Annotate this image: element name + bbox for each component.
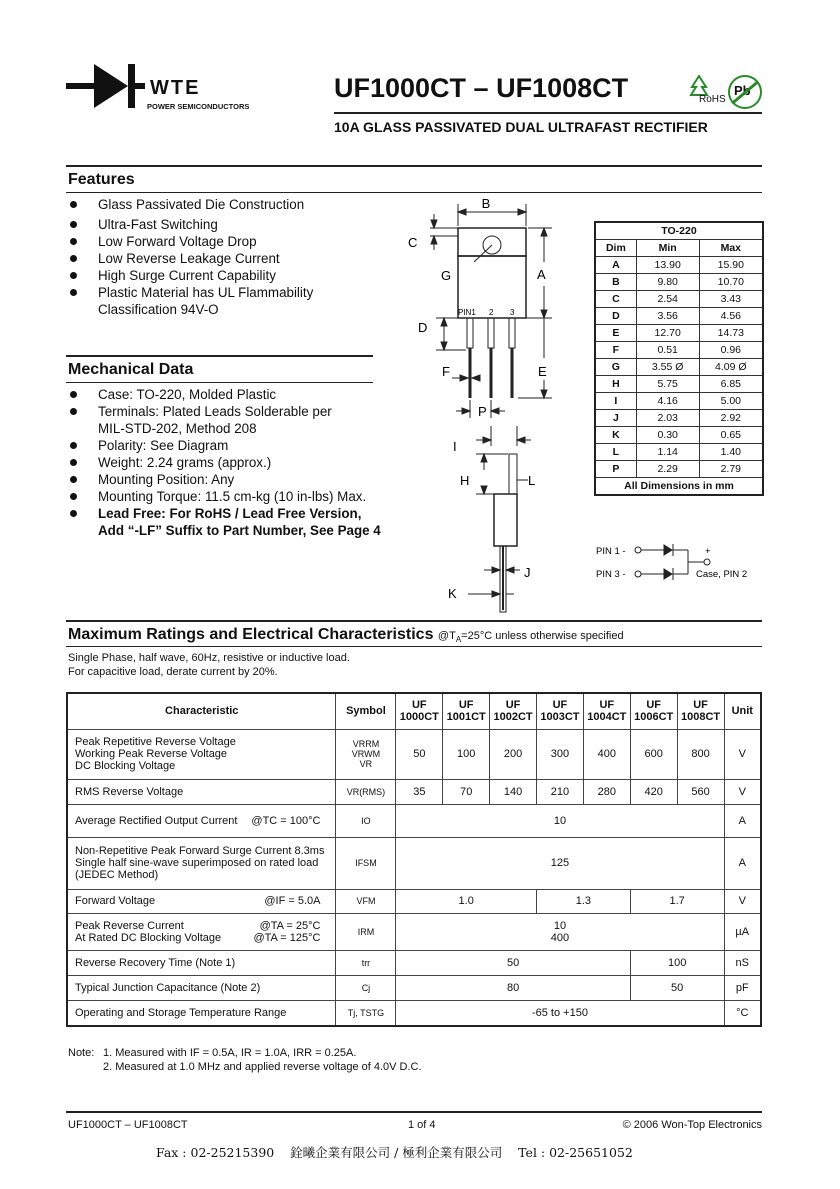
dim-cell: C	[595, 291, 636, 308]
mechanical-item: Lead Free: For RoHS / Lead Free Version,	[68, 505, 381, 522]
part-number: 1003CT	[540, 711, 580, 724]
dim-cell: 12.70	[636, 325, 699, 342]
col-part	[537, 693, 584, 729]
condition-prefix: @T	[437, 630, 456, 642]
part-number: 1004CT	[587, 711, 627, 724]
dimension-header: Dim	[595, 240, 636, 257]
value-cell: 125	[396, 837, 724, 889]
part-prefix: UF	[693, 699, 708, 712]
unit-cell: A	[724, 804, 761, 837]
ratings-condition	[437, 630, 624, 645]
value-cell: 50	[396, 950, 630, 975]
part-title: UF1000CT – UF1008CT	[334, 73, 629, 103]
dim-cell: A	[595, 257, 636, 274]
pin3-label: PIN 3 -	[596, 569, 626, 580]
pin-label-2: 2	[489, 308, 494, 317]
dim-cell: 14.73	[699, 325, 763, 342]
features-title: Features	[68, 171, 135, 188]
dim-cell: E	[595, 325, 636, 342]
table-row	[67, 975, 761, 1000]
dimension-header: Max	[699, 240, 763, 257]
dim-cell: 2.29	[636, 461, 699, 478]
symbol-cell: Tj, TSTG	[336, 1000, 396, 1026]
value-cell: 80	[396, 975, 630, 1000]
table-row	[67, 837, 761, 889]
feature-item: Low Forward Voltage Drop	[68, 233, 313, 250]
dim-cell: 10.70	[699, 274, 763, 291]
mechanical-rule-top	[66, 355, 373, 357]
col-symbol: Symbol	[336, 693, 396, 729]
dim-cell: 6.85	[699, 376, 763, 393]
symbol-cell: VR(RMS)	[336, 779, 396, 804]
dim-cell: P	[595, 461, 636, 478]
dimension-row	[595, 393, 763, 410]
symbol-cell: VFM	[336, 889, 396, 913]
value-cell: 200	[490, 729, 537, 779]
feature-item: Low Reverse Leakage Current	[68, 250, 313, 267]
symbol-cell: trr	[336, 950, 396, 975]
pb-label: Pb	[734, 83, 751, 98]
unit-cell: pF	[724, 975, 761, 1000]
dim-cell: 3.56	[636, 308, 699, 325]
value-cell: 1.3	[537, 889, 631, 913]
rohs-label: RoHS	[699, 94, 726, 105]
characteristic-cell: Reverse Recovery Time (Note 1)	[67, 950, 336, 975]
value-cell: 600	[630, 729, 677, 779]
ratings-title-row	[68, 626, 624, 644]
value-cell: 50	[396, 729, 443, 779]
symbol-cell: IRM	[336, 913, 396, 950]
dimension-row	[595, 410, 763, 427]
unit-cell: °C	[724, 1000, 761, 1026]
dim-cell: 1.40	[699, 444, 763, 461]
unit-cell: A	[724, 837, 761, 889]
dim-label-j: J	[524, 565, 531, 580]
dim-cell: 5.75	[636, 376, 699, 393]
dim-cell: G	[595, 359, 636, 376]
value-cell: 35	[396, 779, 443, 804]
symbol-cell: Cj	[336, 975, 396, 1000]
value-cell: 560	[677, 779, 724, 804]
value-cell: 10 400	[396, 913, 724, 950]
mechanical-item: Mounting Torque: 11.5 cm-kg (10 in-lbs) Max.	[68, 488, 381, 505]
symbol-cell: IO	[336, 804, 396, 837]
dimension-caption: TO-220	[595, 222, 763, 240]
dim-cell: K	[595, 427, 636, 444]
part-number: 1001CT	[446, 711, 486, 724]
dim-label-i: I	[453, 439, 457, 454]
dimension-row	[595, 359, 763, 376]
dim-cell: 4.56	[699, 308, 763, 325]
dim-label-h: H	[460, 473, 470, 488]
feature-item: Ultra-Fast Switching	[68, 216, 313, 233]
ratings-note-2: For capacitive load, derate current by 20%.	[68, 666, 278, 678]
dim-cell: D	[595, 308, 636, 325]
dimension-row	[595, 376, 763, 393]
col-part	[677, 693, 724, 729]
footer-page: 1 of 4	[408, 1119, 436, 1131]
table-row	[67, 913, 761, 950]
dimension-row	[595, 274, 763, 291]
table-row	[67, 950, 761, 975]
value-cell: 300	[537, 729, 584, 779]
rohs-icon	[688, 75, 728, 109]
case-label: Case, PIN 2	[696, 569, 748, 580]
dim-label-c: C	[408, 235, 418, 250]
value-cell: 420	[630, 779, 677, 804]
dim-cell: 0.30	[636, 427, 699, 444]
dim-label-d: D	[418, 320, 428, 335]
unit-cell: V	[724, 779, 761, 804]
table-row	[67, 729, 761, 779]
dimension-footer: All Dimensions in mm	[595, 478, 763, 496]
value-cell: 100	[443, 729, 490, 779]
unit-cell: nS	[724, 950, 761, 975]
dim-label-b: B	[481, 196, 491, 211]
col-characteristic: Characteristic	[67, 693, 336, 729]
mechanical-item: Terminals: Plated Leads Solderable per	[68, 403, 381, 420]
dim-cell: 2.03	[636, 410, 699, 427]
characteristic-cell: Non-Repetitive Peak Forward Surge Current 8.3ms Single half sine-wave superimposed on rated load (JEDEC Method)	[67, 837, 336, 889]
ratings-rule	[66, 646, 762, 647]
value-cell: 280	[583, 779, 630, 804]
value-cell: 800	[677, 729, 724, 779]
symbol-cell: VRRM VRWM VR	[336, 729, 396, 779]
mechanical-item: Mounting Position: Any	[68, 471, 381, 488]
features-list	[68, 196, 313, 318]
part-prefix: UF	[505, 699, 521, 712]
dim-cell: 9.80	[636, 274, 699, 291]
dim-cell: B	[595, 274, 636, 291]
part-prefix: UF	[458, 699, 474, 712]
value-cell: 400	[583, 729, 630, 779]
dim-cell: 13.90	[636, 257, 699, 274]
dim-label-e: E	[538, 364, 547, 379]
value-cell: 210	[537, 779, 584, 804]
col-part	[490, 693, 537, 729]
dimension-row	[595, 325, 763, 342]
dimension-row	[595, 342, 763, 359]
feature-item: High Surge Current Capability	[68, 267, 313, 284]
dimension-row	[595, 461, 763, 478]
dim-label-l: L	[528, 473, 536, 488]
dim-cell: 4.09 Ø	[699, 359, 763, 376]
value-cell: -65 to +150	[396, 1000, 724, 1026]
part-number: 1000CT	[399, 711, 439, 724]
part-prefix: UF	[411, 699, 427, 712]
dim-cell: I	[595, 393, 636, 410]
ratings-rule-top	[66, 620, 762, 622]
logo-text: WTE	[150, 77, 201, 99]
notes-label: Note:	[68, 1047, 95, 1059]
dim-cell: 15.90	[699, 257, 763, 274]
mechanical-rule	[66, 382, 373, 383]
features-rule-top	[66, 165, 762, 167]
col-part	[396, 693, 443, 729]
table-row	[67, 889, 761, 913]
dimension-row	[595, 308, 763, 325]
dim-cell: 0.51	[636, 342, 699, 359]
dim-cell: J	[595, 410, 636, 427]
dimension-row	[595, 257, 763, 274]
condition-suffix: =25°C unless otherwise specified	[461, 630, 624, 642]
pb-free-icon	[728, 75, 762, 109]
col-unit: Unit	[724, 693, 761, 729]
package-outline-diagram	[400, 190, 590, 615]
col-part	[443, 693, 490, 729]
feature-item: Plastic Material has UL Flammability	[68, 284, 313, 301]
mechanical-item: Weight: 2.24 grams (approx.)	[68, 454, 381, 471]
mechanical-item: Polarity: See Diagram	[68, 437, 381, 454]
part-number: 1006CT	[634, 711, 674, 724]
part-prefix: UF	[552, 699, 568, 712]
dimension-header: Min	[636, 240, 699, 257]
dim-cell: 3.55 Ø	[636, 359, 699, 376]
table-row	[67, 804, 761, 837]
dim-cell: L	[595, 444, 636, 461]
value-cell: 100	[630, 950, 724, 975]
pin1-label: PIN 1 -	[596, 546, 626, 557]
characteristic-cell: Peak Reverse Current @TA = 25°C At Rated DC Blocking Voltage @TA = 125°C	[67, 913, 336, 950]
note-2: 2. Measured at 1.0 MHz and applied reverse voltage of 4.0V D.C.	[103, 1061, 422, 1073]
ratings-title: Maximum Ratings and Electrical Characteristics	[68, 626, 434, 643]
mechanical-item: Add “-LF” Suffix to Part Number, See Page 4	[98, 523, 381, 538]
dim-cell: 0.96	[699, 342, 763, 359]
mechanical-list	[68, 386, 381, 539]
pin-label-3: 3	[510, 308, 515, 317]
footer-rule	[66, 1111, 762, 1113]
dim-label-g: G	[441, 268, 452, 283]
dimension-table	[594, 221, 764, 496]
dim-cell: F	[595, 342, 636, 359]
characteristic-cell: Average Rectified Output Current @TC = 100°C	[67, 804, 336, 837]
dim-label-f: F	[442, 364, 450, 379]
col-part	[583, 693, 630, 729]
note-1: 1. Measured with IF = 0.5A, IR = 1.0A, IRR = 0.25A.	[103, 1047, 357, 1059]
dim-label-k: K	[448, 586, 457, 601]
dim-label-a: A	[537, 267, 546, 282]
value-cell: 1.0	[396, 889, 537, 913]
col-part	[630, 693, 677, 729]
header-rule	[334, 112, 762, 114]
feature-item: Classification 94V-O	[98, 302, 219, 317]
pin-label-1: PIN1	[458, 308, 476, 317]
table-row	[67, 1000, 761, 1026]
subtitle: 10A GLASS PASSIVATED DUAL ULTRAFAST RECTIFIER	[334, 119, 708, 135]
condition-sub: A	[455, 635, 462, 645]
logo-subtext: POWER SEMICONDUCTORS	[147, 102, 250, 111]
pin-schematic	[594, 540, 764, 586]
dim-cell: 2.79	[699, 461, 763, 478]
dimension-row	[595, 427, 763, 444]
symbol-cell: IFSM	[336, 837, 396, 889]
characteristic-cell: RMS Reverse Voltage	[67, 779, 336, 804]
part-prefix: UF	[646, 699, 662, 712]
characteristic-cell: Typical Junction Capacitance (Note 2)	[67, 975, 336, 1000]
value-cell: 10	[396, 804, 724, 837]
ratings-table	[66, 692, 762, 1027]
part-number: 1002CT	[493, 711, 533, 724]
characteristic-cell: Forward Voltage @IF = 5.0A	[67, 889, 336, 913]
dim-cell: 0.65	[699, 427, 763, 444]
feature-item: Glass Passivated Die Construction	[68, 196, 313, 213]
ratings-note-1: Single Phase, half wave, 60Hz, resistive or inductive load.	[68, 652, 350, 664]
part-number: 1008CT	[681, 711, 721, 724]
characteristic-cell: Peak Repetitive Reverse Voltage Working Peak Reverse Voltage DC Blocking Voltage	[67, 729, 336, 779]
plus-label: +	[705, 546, 711, 557]
value-cell: 1.7	[630, 889, 724, 913]
dimension-row	[595, 444, 763, 461]
dim-cell: H	[595, 376, 636, 393]
dim-label-p: P	[478, 404, 487, 419]
dim-cell: 1.14	[636, 444, 699, 461]
dim-cell: 3.43	[699, 291, 763, 308]
mechanical-item: Case: TO-220, Molded Plastic	[68, 386, 381, 403]
value-cell: 70	[443, 779, 490, 804]
dimension-row	[595, 291, 763, 308]
characteristic-cell: Operating and Storage Temperature Range	[67, 1000, 336, 1026]
dim-cell: 4.16	[636, 393, 699, 410]
mechanical-item: MIL-STD-202, Method 208	[98, 421, 257, 436]
mechanical-title: Mechanical Data	[68, 361, 194, 378]
table-row	[67, 779, 761, 804]
dim-cell: 2.92	[699, 410, 763, 427]
fax-stamp: Fax : 02-25215390 銓曦企業有限公司 / 極利企業有限公司 Tel : 02-25651052	[156, 1145, 633, 1160]
dim-cell: 2.54	[636, 291, 699, 308]
footer-copyright: © 2006 Won-Top Electronics	[622, 1119, 762, 1131]
value-cell: 50	[630, 975, 724, 1000]
dim-cell: 5.00	[699, 393, 763, 410]
footer-left: UF1000CT – UF1008CT	[68, 1119, 188, 1131]
value-cell: 140	[490, 779, 537, 804]
unit-cell: µA	[724, 913, 761, 950]
part-prefix: UF	[599, 699, 615, 712]
unit-cell: V	[724, 889, 761, 913]
unit-cell: V	[724, 729, 761, 779]
